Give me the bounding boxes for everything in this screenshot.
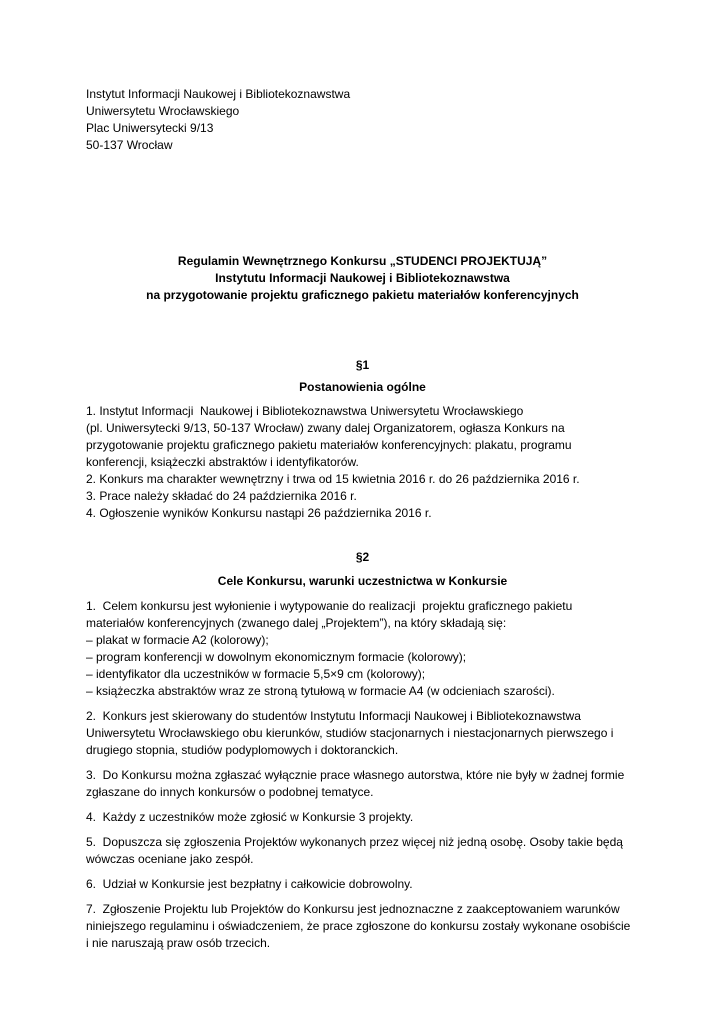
section-heading: Cele Konkursu, warunki uczestnictwa w Konkursie <box>217 574 508 588</box>
paragraph-line: – identyfikator dla uczestników w formacie 5,5×9 cm (kolorowy); <box>86 667 426 681</box>
paragraph-line: – plakat w formacie A2 (kolorowy); <box>86 633 269 647</box>
paragraph-line: – książeczka abstraktów wraz ze stroną tytułową w formacie A4 (w odcieniach szarości). <box>86 684 555 698</box>
paragraph-line: 2. Konkurs ma charakter wewnętrzny i trwa od 15 kwietnia 2016 r. do 26 października 2016 r. <box>86 472 580 486</box>
paragraph-line: 5. Dopuszcza się zgłoszenia Projektów wykonanych przez więcej niż jedną osobę. Osoby takie będą <box>86 835 623 849</box>
address-line: Uniwersytetu Wrocławskiego <box>86 104 240 118</box>
paragraph-line: zgłaszane do innych konkursów o podobnej tematyce. <box>86 785 374 799</box>
paragraph-line: 7. Zgłoszenie Projektu lub Projektów do Konkursu jest jednoznaczne z zaakceptowaniem warunków <box>86 902 620 916</box>
title-line: na przygotowanie projektu graficznego pakietu materiałów konferencyjnych <box>146 288 579 302</box>
paragraph-line: i nie naruszają praw osób trzecich. <box>86 936 271 950</box>
paragraph-line: (pl. Uniwersytecki 9/13, 50-137 Wrocław) zwany dalej Organizatorem, ogłasza Konkurs na <box>86 421 565 435</box>
paragraph-line: materiałów konferencyjnych (zwanego dalej „Projektem”), na który składają się: <box>86 616 507 630</box>
paragraph-line: niniejszego regulaminu i oświadczeniem, że prace zgłoszone do konkursu zostały wykonane osobiście <box>86 919 631 933</box>
paragraph-line: 3. Prace należy składać do 24 października 2016 r. <box>86 489 357 503</box>
paragraph-line: 6. Udział w Konkursie jest bezpłatny i całkowicie dobrowolny. <box>86 877 413 891</box>
paragraph-line: wówczas oceniane jako zespół. <box>86 852 254 866</box>
section-heading: Postanowienia ogólne <box>299 380 426 394</box>
paragraph-line: 2. Konkurs jest skierowany do studentów Instytutu Informacji Naukowej i Bibliotekoznawstwa <box>86 709 581 723</box>
paragraph-line: 1. Celem konkursu jest wyłonienie i wytypowanie do realizacji projektu graficznego pakietu <box>86 599 573 613</box>
paragraph-line: przygotowanie projektu graficznego pakietu materiałów konferencyjnych: plakatu, programu <box>86 438 572 452</box>
title-line: Regulamin Wewnętrznego Konkursu „STUDENCI PROJEKTUJĄ” <box>177 254 548 268</box>
address-line: Plac Uniwersytecki 9/13 <box>86 121 214 135</box>
paragraph-line: Uniwersytetu Wrocławskiego obu kierunków, studiów stacjonarnych i niestacjonarnych pierwszego i <box>86 726 614 740</box>
paragraph-line: 3. Do Konkursu można zgłaszać wyłącznie prace własnego autorstwa, które nie były w żadnej formie <box>86 768 625 782</box>
paragraph-line: 1. Instytut Informacji Naukowej i Bibliotekoznawstwa Uniwersytetu Wrocławskiego <box>86 404 524 418</box>
paragraph-line: konferencji, książeczki abstraktów i identyfikatorów. <box>86 455 359 469</box>
paragraph-line: 4. Ogłoszenie wyników Konkursu nastąpi 26 października 2016 r. <box>86 506 432 520</box>
section-number: §2 <box>355 550 370 564</box>
section-number: §1 <box>355 358 370 372</box>
paragraph-line: 4. Każdy z uczestników może zgłosić w Konkursie 3 projekty. <box>86 810 414 824</box>
title-line: Instytutu Informacji Naukowej i Bibliotekoznawstwa <box>215 271 510 285</box>
paragraph-line: – program konferencji w dowolnym ekonomicznym formacie (kolorowy); <box>86 650 467 664</box>
address-line: 50-137 Wrocław <box>86 138 173 152</box>
paragraph-line: drugiego stopnia, studiów podyplomowych i doktoranckich. <box>86 743 399 757</box>
address-line: Instytut Informacji Naukowej i Bibliotekoznawstwa <box>86 87 351 101</box>
